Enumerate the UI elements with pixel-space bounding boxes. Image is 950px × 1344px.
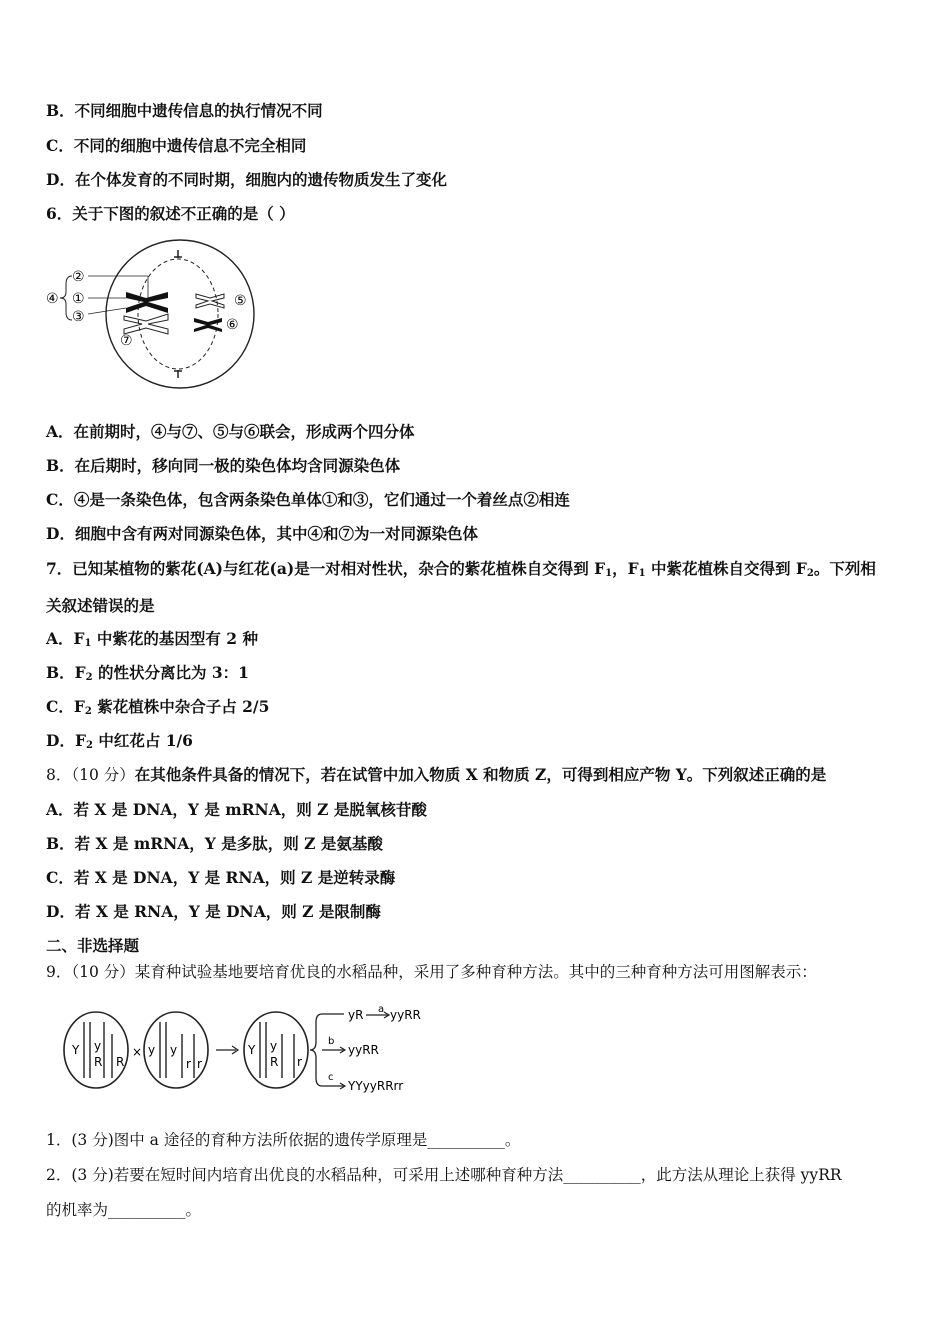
q6-option-a: A．在前期时，④与⑦、⑤与⑥联会，形成两个四分体 xyxy=(46,422,415,441)
breeding-diagram xyxy=(60,1004,430,1096)
cell-membrane xyxy=(106,240,254,388)
cell-division-figure xyxy=(44,236,266,390)
q8-option-a: A．若 X 是 DNA，Y 是 mRNA，则 Z 是脱氧核苷酸 xyxy=(46,800,427,819)
svg-text:r: r xyxy=(197,1057,202,1071)
q7-option-d: D．$F_2$ 中红花占 1/6 xyxy=(46,731,193,751)
svg-text:R: R xyxy=(270,1055,279,1069)
q7-stem-line2: 关叙述错误的是 xyxy=(46,596,155,615)
route-c-label: c xyxy=(328,1072,334,1083)
spindle xyxy=(138,259,218,369)
section2-title: 二、非选择题 xyxy=(46,936,140,955)
svg-text:R: R xyxy=(116,1055,125,1069)
q9-sub1: 1．(3 分)图中 a 途径的育种方法所依据的遗传学原理是__________。 xyxy=(46,1131,521,1149)
q9-sub2-line1: 2．(3 分)若要在短时间内培育出优良的水稻品种，可采用上述哪种育种方法__________，此方法从理论上获得 yyRR xyxy=(46,1166,842,1184)
svg-text:y: y xyxy=(94,1039,102,1053)
svg-text:Y: Y xyxy=(248,1043,256,1057)
q9-stem: 9．（10 分）某育种试验基地要培育优良的水稻品种，采用了多种育种方法。其中的三种育种方法可用图解表示： xyxy=(46,963,817,981)
cross-symbol: × xyxy=(132,1045,143,1059)
svg-text:r: r xyxy=(186,1057,191,1071)
label-6: ⑥ xyxy=(226,317,239,333)
route-a-label: a xyxy=(378,1004,385,1015)
chromosome-6 xyxy=(194,318,222,332)
q8-option-c: C．若 X 是 DNA，Y 是 RNA，则 Z 是逆转录酶 xyxy=(46,868,396,887)
label-7: ⑦ xyxy=(120,333,133,349)
q7-option-b: B．$F_2$ 的性状分离比为 3：1 xyxy=(46,663,249,683)
q5-option-b: B．不同细胞中遗传信息的执行情况不同 xyxy=(46,101,323,120)
svg-text:Y: Y xyxy=(72,1043,80,1057)
chromosome-5 xyxy=(196,294,224,308)
svg-text:y: y xyxy=(148,1043,156,1057)
q5-option-d: D．在个体发育的不同时期，细胞内的遗传物质发生了变化 xyxy=(46,170,447,189)
q7-stem: 7．已知某植物的紫花(A)与红花(a)是一对相对性状，杂合的紫花植株自交得到 $F_1$，$F_1$ 中紫花植株自交得到 $F_2$。下列相 xyxy=(46,559,876,579)
q5-option-c: C．不同的细胞中遗传信息不完全相同 xyxy=(46,136,307,155)
label-4: ④ xyxy=(46,291,59,307)
q6-stem: 6．关于下图的叙述不正确的是（ ） xyxy=(46,204,295,223)
route-b-result: yyRR xyxy=(348,1043,379,1057)
svg-text:r: r xyxy=(297,1055,302,1069)
q6-option-c: C．④是一条染色体，包含两条染色单体①和③，它们通过一个着丝点②相连 xyxy=(46,490,570,509)
chromosome-7 xyxy=(124,314,168,334)
svg-text:R: R xyxy=(94,1055,103,1069)
label-5: ⑤ xyxy=(234,293,247,309)
svg-text:y: y xyxy=(170,1043,178,1057)
q9-sub2-line2: 的机率为__________。 xyxy=(46,1201,202,1219)
q8-option-d: D．若 X 是 RNA，Y 是 DNA，则 Z 是限制酶 xyxy=(46,902,381,921)
q7-option-a: A．$F_1$ 中紫花的基因型有 2 种 xyxy=(46,629,258,649)
label-3: ③ xyxy=(72,309,85,325)
route-a-result: yyRR xyxy=(390,1008,421,1022)
q7-option-c: C．$F_2$ 紫花植株中杂合子占 2/5 xyxy=(46,697,270,717)
chromosome-4 xyxy=(126,292,168,313)
route-c-result: YYyyRRrr xyxy=(348,1079,404,1093)
svg-text:y: y xyxy=(270,1039,278,1053)
q6-option-d: D．细胞中含有两对同源染色体，其中④和⑦为一对同源染色体 xyxy=(46,524,478,543)
label-2: ② xyxy=(72,269,85,285)
route-b-label: b xyxy=(328,1036,335,1047)
q8-option-b: B．若 X 是 mRNA，Y 是多肽，则 Z 是氨基酸 xyxy=(46,834,383,853)
q6-option-b: B．在后期时，移向同一极的染色体均含同源染色体 xyxy=(46,456,401,475)
q8-stem: 8．（10 分）在其他条件具备的情况下，若在试管中加入物质 X 和物质 Z，可得到相应产物 Y。下列叙述正确的是 xyxy=(46,765,827,784)
route-a-mid: yR xyxy=(348,1008,364,1022)
label-1: ① xyxy=(72,291,85,307)
